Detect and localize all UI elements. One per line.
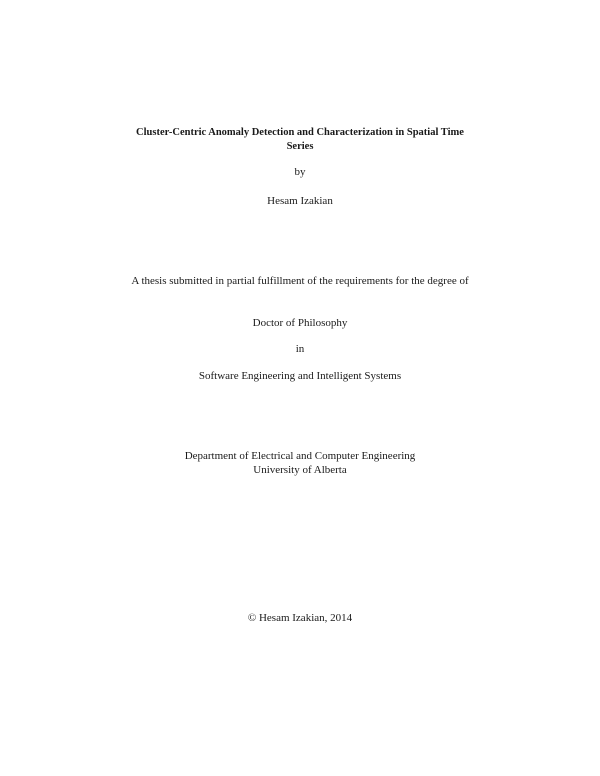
degree-name: Doctor of Philosophy xyxy=(252,317,348,329)
department-name: Department of Electrical and Computer Engineering xyxy=(184,450,416,462)
copyright-notice: © Hesam Izakian, 2014 xyxy=(247,612,353,624)
by-label: by xyxy=(294,166,306,178)
university-name: University of Alberta xyxy=(253,464,347,476)
field-of-study: Software Engineering and Intelligent Systems xyxy=(198,370,402,382)
author-name: Hesam Izakian xyxy=(267,195,333,207)
thesis-title-line-2: Series xyxy=(286,141,314,152)
in-label: in xyxy=(295,343,305,355)
submission-statement: A thesis submitted in partial fulfillment of the requirements for the degree of xyxy=(131,275,469,287)
thesis-title-line-1: Cluster-Centric Anomaly Detection and Characterization in Spatial Time xyxy=(136,127,464,138)
